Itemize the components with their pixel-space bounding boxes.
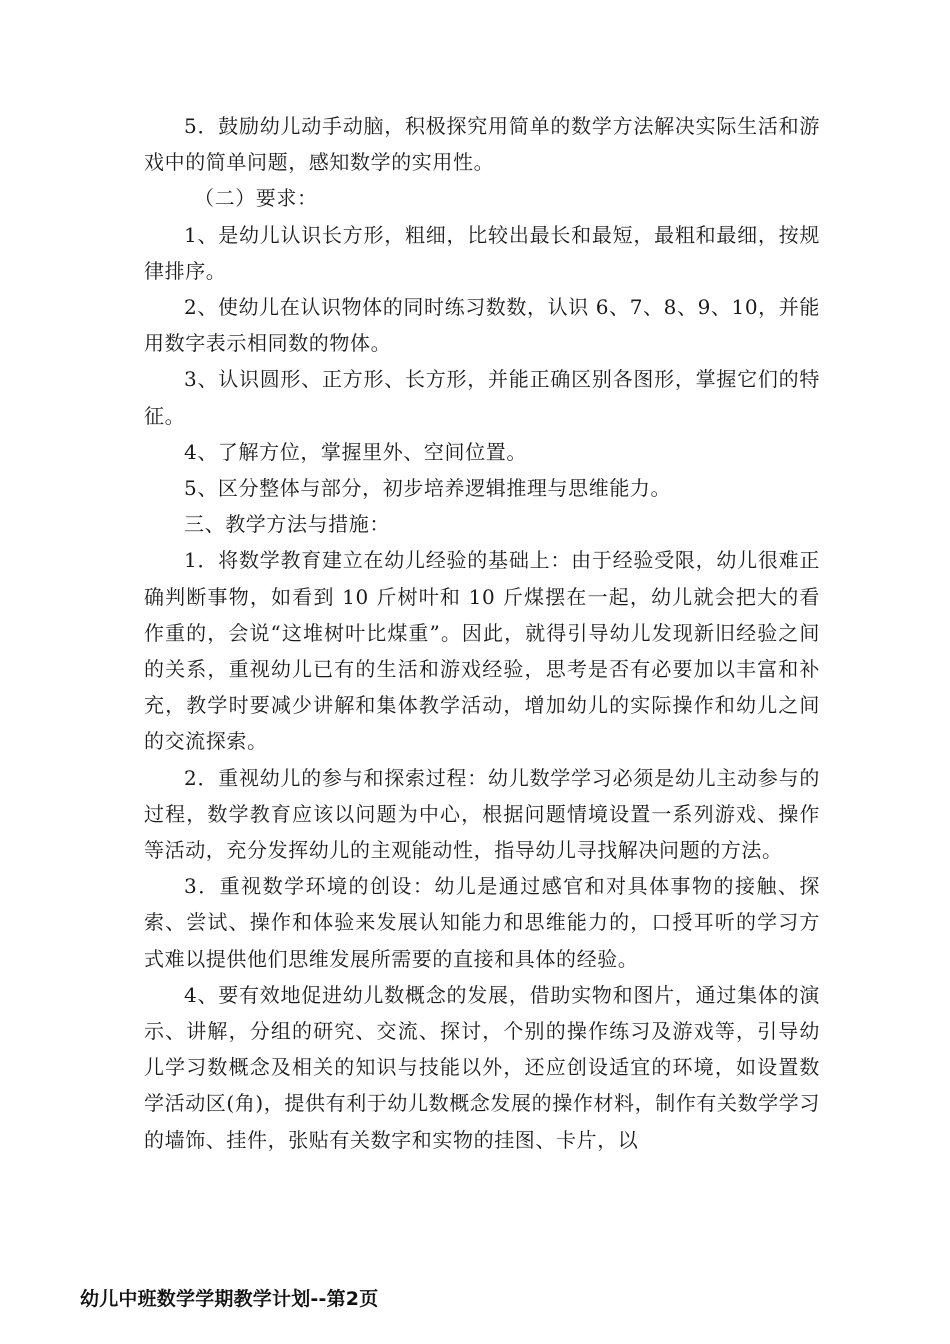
paragraph-goal-5: 5．鼓励幼儿动手动脑，积极探究用简单的数学方法解决实际生活和游戏中的简单问题，感知数学的实用性。 <box>144 114 820 175</box>
paragraph-requirement-1: 1、是幼儿认识长方形，粗细，比较出最长和最短，最粗和最细，按规律排序。 <box>144 222 820 283</box>
document-body <box>144 108 820 1158</box>
paragraph-requirement-4: 4、了解方位，掌握里外、空间位置。 <box>184 439 527 464</box>
page-footer: 幼儿中班数学学期教学计划--第2页 <box>80 1288 379 1310</box>
paragraph-requirement-5: 5、区分整体与部分，初步培养逻辑推理与思维能力。 <box>184 476 672 501</box>
paragraph-method-4: 4、要有效地促进幼儿数概念的发展，借助实物和图片，通过集体的演示、讲解，分组的研究、交流、探讨，个别的操作练习及游戏等，引导幼儿学习数概念及相关的知识与技能以外，还应创设适宜的环境，如设置数学活动区(角)，提供有利于幼儿数概念发展的操作材料，制作有关数学学习的墙饰、挂件，张贴有关数字和实物的挂图、卡片，以 <box>144 982 821 1152</box>
paragraph-method-3: 3．重视数学环境的创设：幼儿是通过感官和对具体事物的接触、探索、尝试、操作和体验来发展认知能力和思维能力的，口授耳听的学习方式难以提供他们思维发展所需要的直接和具体的经验。 <box>144 874 820 971</box>
paragraph-method-2: 2．重视幼儿的参与和探索过程：幼儿数学学习必须是幼儿主动参与的过程，数学教育应该以问题为中心，根据问题情境设置一系列游戏、操作等活动，充分发挥幼儿的主观能动性，指导幼儿寻找解决问题的方法。 <box>144 765 820 863</box>
paragraph-method-1: 1．将数学教育建立在幼儿经验的基础上：由于经验受限，幼儿很难正确判断事物，如看到 10 斤树叶和 10 斤煤摆在一起，幼儿就会把大的看作重的，会说“这堆树叶比煤重”。因此，就得引导幼儿发现新旧经验之间的关系，重视幼儿已有的生活和游戏经验，思考是否有必要加以丰富和补充，教学时要减少讲解和集体教学活动，增加幼儿的实际操作和幼儿之间的交流探索。 <box>144 548 820 754</box>
paragraph-requirement-2: 2、使幼儿在认识物体的同时练习数数，认识 6、7、8、9、10，并能用数字表示相同数的物体。 <box>144 295 820 356</box>
section-heading-methods: 三、教学方法与措施： <box>184 512 390 537</box>
paragraph-requirement-3: 3、认识圆形、正方形、长方形，并能正确区别各图形，掌握它们的特征。 <box>144 367 820 428</box>
section-heading-requirements: （二）要求： <box>194 186 318 211</box>
